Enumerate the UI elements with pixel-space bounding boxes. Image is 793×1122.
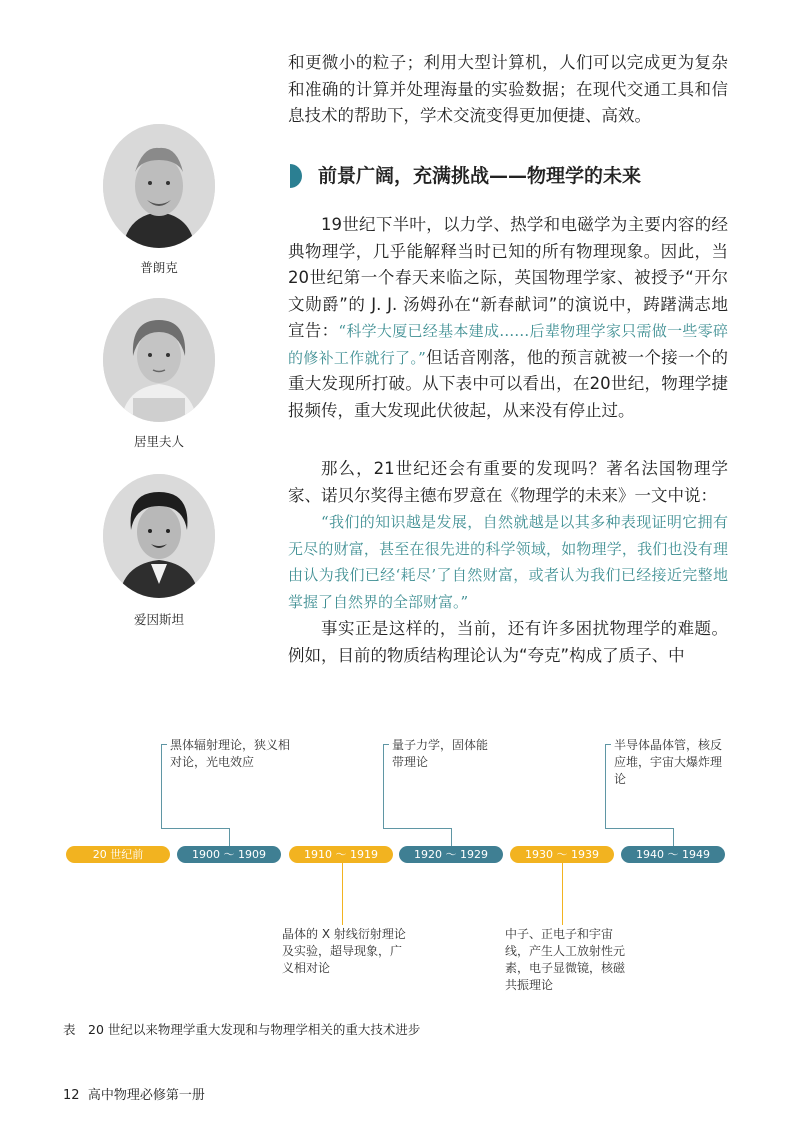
note-1920: 量子力学，固体能带理论 — [392, 738, 489, 769]
note-1940: 半导体晶体管，核反应堆，宇宙大爆炸理论 — [614, 738, 723, 786]
einstein-portrait — [103, 474, 215, 598]
section-title: 前景广阔，充满挑战——物理学的未来 — [318, 165, 642, 187]
connector-1900-h — [161, 828, 229, 829]
planck-portrait — [103, 124, 215, 248]
book-title: 高中物理必修第一册 — [87, 1088, 205, 1103]
period-1930: 1930 ～ 1939 — [510, 846, 614, 863]
connector-1940-tip — [605, 744, 611, 745]
paragraph-1 — [288, 212, 728, 424]
connector-1920-tip — [383, 744, 389, 745]
paragraph-1-text-b: 但话音刚落，他的预言就被一个接一个的重大发现所打破。从下表中可以看出，在20世纪，物理学捷报频传，重大发现此伏彼起，从来没有停止过。 — [288, 347, 729, 420]
page-footer — [63, 1084, 205, 1103]
connector-1920-h — [383, 828, 451, 829]
connector-1900-up — [161, 744, 162, 829]
period-1940: 1940 ～ 1949 — [621, 846, 725, 863]
paragraph-2: 那么，21世纪还会有重要的发现吗？著名法国物理学家、诺贝尔奖得主德布罗意在《物理学的未来》一文中说： — [288, 459, 728, 505]
connector-1930 — [562, 863, 563, 925]
period-1920: 1920 ～ 1929 — [399, 846, 503, 863]
period-pre-1900: 20 世纪前 — [66, 846, 170, 863]
paragraph-3: 事实正是这样的，当前，还有许多困扰物理学的难题。例如，目前的物质结构理论认为“夸克”构成了质子、中 — [288, 619, 728, 665]
connector-1900 — [229, 828, 230, 846]
thomson-quote: “科学大厦已经基本建成……后辈物理学家只需做一些零碎的修补工作就行了。” — [288, 322, 729, 367]
paragraph-1-text-a: 19世纪下半叶，以力学、热学和电磁学为主要内容的经典物理学，几乎能解释当时已知的所有物理现象。因此，当20世纪第一个春天来临之际，英国物理学家、被授予“开尔文勋爵”的 J. J. 汤姆孙在“新春献词”的演说中，踌躇满志地宣告： — [288, 215, 728, 340]
period-1910: 1910 ～ 1919 — [289, 846, 393, 863]
period-1900: 1900 ～ 1909 — [177, 846, 281, 863]
note-1910: 晶体的 X 射线衍射理论及实验，超导现象，广义相对论 — [282, 927, 406, 975]
note-1930: 中子、正电子和宇宙线，产生人工放射性元素，电子显微镜，核磁共振理论 — [505, 927, 626, 992]
table-caption: 表 20 世纪以来物理学重大发现和与物理学相关的重大技术进步 — [63, 1022, 421, 1037]
connector-1940-up — [605, 744, 606, 829]
connector-1940 — [673, 828, 674, 846]
einstein-caption: 爱因斯坦 — [133, 612, 184, 627]
de-broglie-quote: “我们的知识越是发展，自然就越是以其多种表现证明它拥有无尽的财富，甚至在很先进的科学领域，如物理学，我们也没有理由认为我们已经‘耗尽’了自然财富，或者认为我们已经接近完整地掌握了自然界的全部财富。” — [288, 513, 728, 611]
page-number: 12 — [63, 1088, 80, 1103]
note-1900: 黑体辐射理论，狭义相对论，光电效应 — [170, 738, 291, 769]
connector-1920-up — [383, 744, 384, 829]
intro-paragraph: 和更微小的粒子；利用大型计算机，人们可以完成更为复杂和准确的计算并处理海量的实验数据；在现代交通工具和信息技术的帮助下，学术交流变得更加便捷、高效。 — [288, 53, 728, 125]
connector-1940-h — [605, 828, 673, 829]
curie-portrait — [103, 298, 215, 422]
curie-caption: 居里夫人 — [133, 434, 184, 449]
connector-1900-tip — [161, 744, 167, 745]
connector-1920 — [451, 828, 452, 846]
planck-caption: 普朗克 — [140, 260, 178, 275]
connector-1910 — [342, 863, 343, 925]
